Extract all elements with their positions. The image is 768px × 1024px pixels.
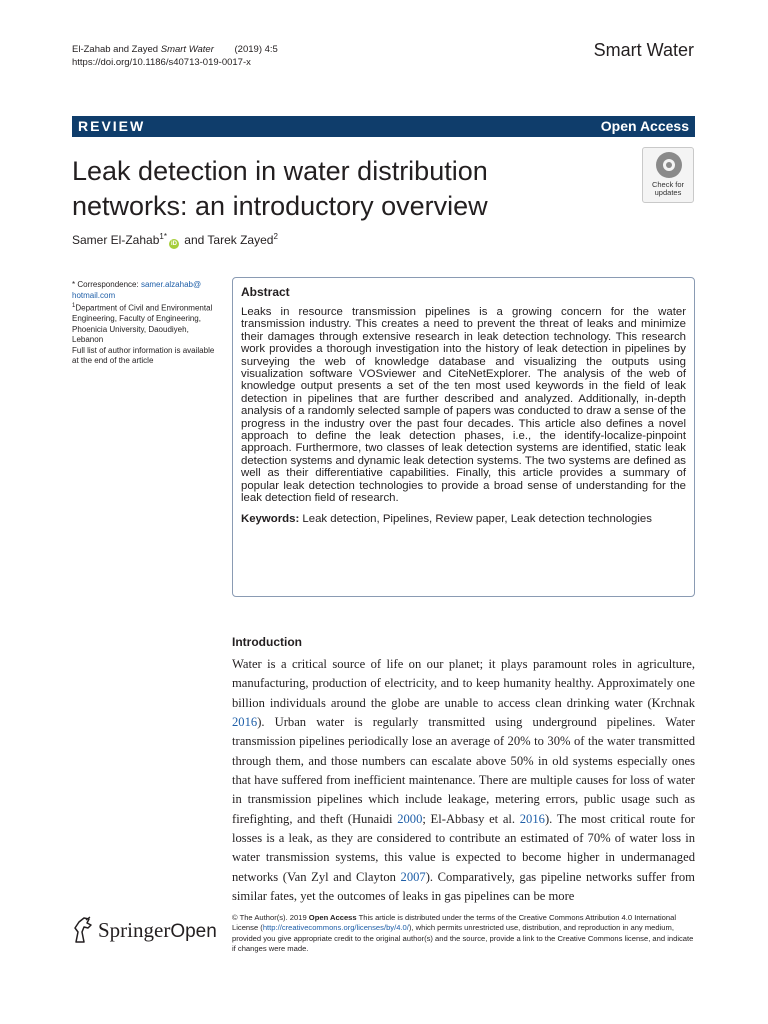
affiliation-number: 1 [72, 303, 76, 309]
springer-open-logo [72, 914, 222, 954]
check-for-updates-button[interactable] [642, 147, 694, 203]
intro-text-5: ). Comparatively, gas pipeline networks suffer from similar fates, yet the outcomes of leaks in gas pipelines can be more [232, 869, 695, 904]
check-updates-line2: updates [654, 188, 682, 197]
orcid-icon[interactable]: iD [170, 241, 177, 247]
article-title: Leak detection in water distribution networks: an introductory overview [72, 156, 488, 221]
keywords-label: Keywords: [241, 512, 300, 525]
header-journal: Smart Water [160, 44, 214, 55]
open-access-label: Open Access [600, 118, 689, 134]
crossmark-icon [656, 152, 682, 178]
affiliation-text: Department of Civil and Environmental Engineering, Faculty of Engineering, Phoenicia University, Daoudiyeh, Lebanon [72, 303, 213, 345]
author-1[interactable]: Samer El-Zahab [72, 233, 160, 247]
correspondence [72, 280, 222, 301]
author-1-affil: 1* [159, 232, 167, 241]
running-header [72, 43, 278, 69]
publisher-name: Springer [98, 918, 171, 942]
correspondence-email[interactable]: samer.alzahab@ [140, 280, 202, 289]
citation-link[interactable]: 2000 [397, 811, 423, 826]
publisher-open: Open [170, 921, 217, 942]
doi-link[interactable]: https://doi.org/10.1186/s40713-019-0017-x [72, 57, 251, 68]
check-updates-label [643, 181, 693, 197]
correspondence-label: * Correspondence: [72, 280, 141, 289]
keywords [241, 512, 686, 526]
header-authors: El-Zahab and Zayed [72, 44, 159, 55]
license-link[interactable]: http://creativecommons.org/licenses/by/4.0/ [262, 923, 409, 933]
full-author-info-note: Full list of author information is available at the end of the article [72, 345, 215, 366]
intro-text-2: ). Urban water is regularly transmitted using underground pipelines. Water transmission pipelines periodically lose an average of 20% to 30% of the water transmitted through them, and those numbers can escalate above 50% in old systems especially ones that have suffered from inefficient maintenance. There are multiple causes for loss of water in transmission pipelines which include leakage, metering errors, public usage such as firefighting, and theft (Hunaidi [232, 715, 695, 826]
check-updates-line1: Check for [651, 180, 685, 189]
author-list [72, 232, 278, 249]
intro-text-3: ; El-Abbasy et al. [422, 811, 520, 826]
abstract-heading: Abstract [241, 285, 290, 299]
author-info-sidebar [72, 280, 222, 367]
author-2-affil: 2 [273, 232, 278, 241]
abstract-text: Leaks in resource transmission pipelines is a growing concern for the water transmission industry. This creates a need to prevent the threat of leaks and minimize their damages through extensive research in leak detection technology. This research work provides a thorough investigation into the history of leak detection in pipelines by surveying the web of knowledge database and visualizing the outputs using visualization software VOSviewer and CiteNetExplorer. The analysis of the web of knowledge output presents a set of the ten most used keywords in the field of leak detection in pipelines that are further described and analyzed. Additionally, in-depth analysis of a randomly selected sample of papers was conducted to draw a sense of the progress in the industry over the past four decades. This article also defines a novel approach to define the leak detection phases, i.e., the identify-localize-pinpoint approach. Furthermore, two classes of leak detection systems are identified, static leak detection systems and dynamic leak detection systems. The two systems are defined as well as their differentiative capabilities. Finally, this article provides a summary of popular leak detection technologies to provide a broad sense of understanding for the leak detection field of research. [241, 306, 686, 505]
citation-line [72, 43, 278, 56]
citation-link[interactable]: 2016 [519, 811, 545, 826]
license-footer [232, 913, 695, 954]
springer-horse-icon [72, 916, 94, 944]
citation-link[interactable]: 2016 [232, 715, 258, 730]
publisher-wordmark [98, 918, 217, 943]
citation-link[interactable]: 2007 [400, 869, 426, 884]
introduction-body [232, 655, 695, 906]
journal-name: Smart Water [593, 40, 694, 60]
affiliation [72, 301, 222, 346]
correspondence-email-cont[interactable]: hotmail.com [72, 290, 116, 300]
intro-text-4: ). The most critical route for losses is a leak, as they are considered to contribute an estimated of 70% of water loss in water transmission systems, this value is expected to become higher in undermanaged networks (Van Zyl and Clayton [232, 811, 695, 884]
copyright-text: © The Author(s). 2019 [232, 913, 309, 922]
open-access-bold: Open Access [308, 913, 357, 922]
header-year-volume: (2019) 4:5 [234, 44, 278, 55]
introduction-heading: Introduction [232, 635, 302, 649]
license-text-2: ), which permits unrestricted use, distribution, and reproduction in any medium, provided you give appropriate credit to the original author(s) and the source, provide a link to the Creative Commons license, and indicate if changes were made. [232, 923, 694, 953]
article-type-label: REVIEW [78, 118, 146, 134]
abstract-box [232, 277, 695, 597]
keywords-list: Leak detection, Pipelines, Review paper, Leak detection technologies [299, 512, 652, 525]
intro-text-1: Water is a critical source of life on our planet; it plays paramount roles in agriculture, manufacturing, production of electricity, and to keep humanity healthy. Approximately one billion individuals around the globe are unable to access clean drinking water (Krchnak [232, 657, 695, 710]
author-2: and Tarek Zayed [180, 233, 274, 247]
license-text-1: This article is distributed under the terms of the Creative Commons Attribution 4.0 International License ( [232, 913, 677, 933]
article-type-band [72, 116, 695, 137]
